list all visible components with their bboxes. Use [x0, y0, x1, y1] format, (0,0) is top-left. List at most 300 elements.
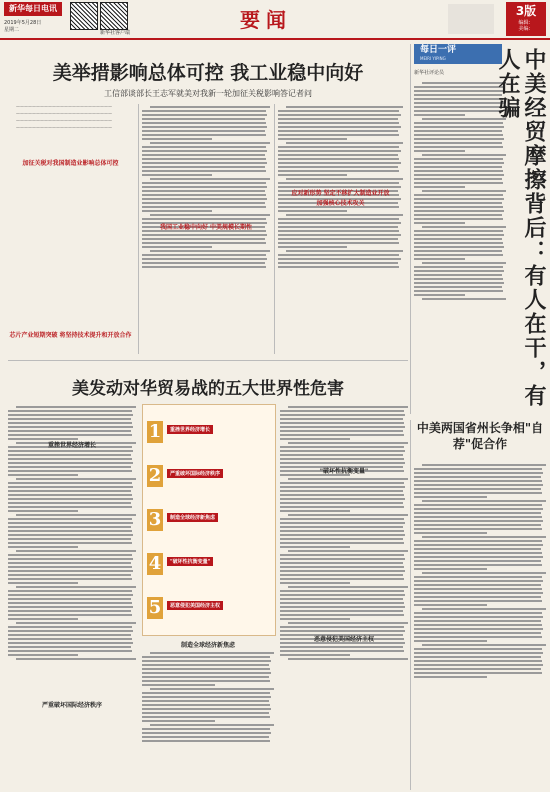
text-line: [8, 574, 131, 576]
number-2-icon: 2: [148, 465, 162, 486]
text-line: [142, 234, 267, 236]
text-line: [142, 660, 271, 662]
text-line: [150, 724, 274, 726]
text-line: [142, 676, 269, 678]
text-line: [414, 560, 541, 562]
text-line: [414, 138, 504, 140]
text-line: [8, 486, 133, 488]
text-line: [414, 86, 503, 88]
commentary-tag-box: [414, 44, 502, 64]
text-line: [414, 186, 465, 188]
text-line: [280, 510, 350, 512]
text-line: [288, 586, 408, 588]
column-divider: [410, 420, 411, 790]
text-line: [278, 122, 399, 124]
text-line: [414, 472, 543, 474]
text-line: [280, 410, 404, 412]
commentary-vertical-title: 中美经贸摩擦背后：有人在干，有人在骗: [495, 48, 546, 408]
text-line: [8, 498, 133, 500]
text-line: [280, 610, 403, 612]
text-line: [414, 142, 502, 144]
text-line: [414, 126, 504, 128]
text-line: [288, 514, 408, 516]
text-line: [422, 190, 506, 192]
text-line: [8, 618, 78, 620]
text-line: [414, 532, 487, 534]
text-line: [278, 154, 398, 156]
text-line: [280, 646, 403, 648]
text-line: [422, 500, 546, 502]
text-line: [414, 584, 541, 586]
text-line: [414, 632, 541, 634]
text-line: [142, 664, 269, 666]
text-line: [278, 130, 398, 132]
text-line: [142, 146, 266, 148]
text-line: [414, 468, 542, 470]
feature-headline: 美发动对华贸易战的五大世界性危害: [72, 379, 344, 399]
text-line: [288, 442, 408, 444]
text-line: [8, 510, 78, 512]
text-line: [414, 170, 503, 172]
text-line: [142, 138, 212, 140]
text-line: [414, 628, 543, 630]
column-divider: [274, 104, 275, 354]
text-line: [414, 552, 542, 554]
text-line: [142, 150, 267, 152]
text-line: [8, 462, 133, 464]
text-line: [150, 142, 270, 144]
text-line: [142, 210, 212, 212]
text-line: [8, 530, 132, 532]
commentary-byline: 新华社评论员: [414, 70, 445, 76]
text-line: [280, 462, 405, 464]
text-line: [278, 174, 347, 176]
text-line: [8, 578, 132, 580]
page-number: 3版: [515, 4, 537, 18]
text-line: [422, 572, 546, 574]
text-line: [142, 126, 267, 128]
text-line: [16, 514, 136, 516]
text-line: [414, 158, 503, 160]
page-editor-2: 美编：: [518, 26, 534, 32]
text-line: [16, 550, 136, 552]
text-line: [278, 218, 399, 220]
text-line: [280, 494, 404, 496]
text-line: [414, 102, 504, 104]
text-line: [278, 118, 398, 120]
text-line: [280, 522, 405, 524]
text-line: [8, 634, 131, 636]
text-line: [8, 598, 131, 600]
text-line: [280, 618, 350, 620]
text-line: [150, 178, 270, 180]
text-line: [142, 716, 270, 718]
text-line: [414, 652, 543, 654]
text-line: [8, 566, 132, 568]
text-line: [8, 606, 133, 608]
text-line: [142, 158, 266, 160]
page-editor: 编辑：: [518, 20, 534, 26]
text-line: [8, 482, 132, 484]
text-line: [414, 222, 465, 224]
commentary-body: [414, 80, 506, 410]
text-line: [278, 170, 399, 172]
text-line: [8, 562, 131, 564]
page-badge: [506, 2, 546, 36]
text-line: [8, 650, 132, 652]
text-line: [414, 274, 502, 276]
text-line: [8, 542, 132, 544]
text-line: [414, 230, 503, 232]
lead-column-3: [278, 104, 403, 354]
lead-inner-head-3: 我国工业稳中向好 中美规模长期性: [159, 224, 253, 231]
text-line: [142, 194, 266, 196]
text-line: [280, 614, 404, 616]
text-line: [414, 548, 541, 550]
text-line: [142, 206, 266, 208]
text-line: [280, 486, 405, 488]
text-line: [278, 234, 401, 236]
number-5-icon: 5: [148, 597, 162, 618]
text-line: [8, 494, 132, 496]
text-line: [280, 434, 404, 436]
text-line: [422, 608, 546, 610]
text-line: [414, 656, 541, 658]
text-line: [280, 570, 405, 572]
text-line: [8, 602, 132, 604]
text-line: [278, 158, 399, 160]
text-line: [414, 174, 504, 176]
text-line: [142, 122, 266, 124]
text-line: [8, 422, 132, 424]
text-line: [422, 644, 546, 646]
text-line: [288, 622, 408, 624]
text-line: [16, 658, 136, 660]
text-line: [280, 654, 350, 656]
text-line: [280, 578, 404, 580]
text-line: [142, 736, 269, 738]
text-line: [414, 206, 503, 208]
text-line: [414, 130, 502, 132]
text-line: [414, 596, 541, 598]
text-line: [414, 286, 502, 288]
text-line: [278, 262, 398, 264]
text-line: [8, 582, 78, 584]
text-line: [8, 434, 132, 436]
text-line: [414, 106, 502, 108]
text-line: [278, 138, 347, 140]
text-line: [414, 612, 542, 614]
text-line: [150, 106, 270, 108]
column-divider: [410, 44, 411, 414]
text-line: [8, 594, 133, 596]
text-line: [8, 454, 131, 456]
text-line: [8, 466, 131, 468]
text-line: [8, 458, 132, 460]
text-line: [278, 210, 347, 212]
text-line: [414, 162, 504, 164]
number-1-icon: 1: [148, 421, 162, 442]
paper-name: 新华每日电讯: [4, 2, 62, 16]
side-headline: 中美两国省州长争相"自荐"促合作: [416, 421, 544, 451]
text-line: [414, 496, 487, 498]
text-line: [8, 414, 133, 416]
text-line: [280, 414, 405, 416]
text-line: [280, 450, 405, 452]
text-line: [8, 558, 133, 560]
text-line: [142, 130, 265, 132]
text-line: [414, 580, 543, 582]
text-line: [8, 642, 133, 644]
text-line: [414, 508, 543, 510]
text-line: [142, 110, 266, 112]
text-line: [414, 90, 504, 92]
text-line: [414, 588, 542, 590]
text-line: [414, 660, 542, 662]
text-line: [280, 458, 404, 460]
text-line: [8, 450, 133, 452]
text-line: [142, 166, 265, 168]
text-line: [414, 250, 502, 252]
text-line: [150, 688, 274, 690]
text-line: [280, 438, 350, 440]
text-line: [8, 570, 133, 572]
lead-inner-head-5: 加强核心技术攻关: [316, 200, 365, 207]
text-line: [286, 142, 403, 144]
text-line: [414, 544, 543, 546]
text-line: [414, 194, 503, 196]
text-line: [8, 490, 131, 492]
text-line: [414, 202, 502, 204]
text-line: [8, 610, 131, 612]
text-line: [414, 640, 487, 642]
text-line: [280, 562, 403, 564]
text-line: [414, 624, 542, 626]
text-line: [414, 664, 543, 666]
text-line: [16, 622, 136, 624]
text-line: [142, 656, 270, 658]
text-line: [414, 294, 465, 296]
text-line: [278, 222, 401, 224]
text-line: [142, 154, 265, 156]
text-line: [280, 418, 403, 420]
text-line: [142, 728, 270, 730]
text-line: [280, 498, 405, 500]
text-line: [280, 490, 403, 492]
text-line: [142, 134, 266, 136]
text-line: [8, 418, 131, 420]
text-line: [8, 538, 131, 540]
text-line: [142, 202, 265, 204]
text-line: [8, 638, 132, 640]
text-line: [278, 238, 398, 240]
text-line: [414, 110, 503, 112]
box-item-title-3: 制造全球经济新焦虑: [167, 513, 218, 522]
feature-col-head-1: 重挫世界经济增长: [47, 442, 96, 449]
qr-code-icon: [100, 2, 128, 30]
text-line: [8, 654, 78, 656]
text-line: [414, 672, 542, 674]
text-line: [8, 410, 132, 412]
text-line: [142, 258, 267, 260]
logo-graphic: [448, 4, 494, 34]
text-line: [142, 704, 270, 706]
text-line: [414, 166, 502, 168]
text-line: [280, 590, 404, 592]
text-line: [422, 154, 506, 156]
text-line: [414, 600, 542, 602]
side-body: [414, 462, 546, 788]
text-line: [142, 672, 271, 674]
box-item-title-4: "破坏性抗衡变量": [167, 557, 213, 566]
text-line: [414, 592, 543, 594]
text-line: [8, 526, 131, 528]
text-line: [414, 122, 503, 124]
text-line: [414, 98, 503, 100]
text-line: [280, 602, 404, 604]
text-line: [278, 226, 398, 228]
weekday: 星期二: [4, 27, 20, 33]
text-line: [280, 530, 404, 532]
text-line: [280, 626, 404, 628]
text-line: [280, 558, 405, 560]
text-line: [414, 258, 465, 260]
qr-caption: 新华社客户端: [100, 30, 131, 36]
feature-col-head-5: 制造全球经济新焦虑: [180, 642, 235, 649]
text-line: [16, 586, 136, 588]
text-line: [16, 406, 136, 408]
section-divider: [8, 360, 408, 361]
text-line: [8, 506, 132, 508]
text-line: [142, 684, 215, 686]
text-line: [422, 226, 506, 228]
text-line: [278, 266, 399, 268]
text-line: [414, 524, 541, 526]
text-line: [414, 282, 504, 284]
text-line: [280, 502, 403, 504]
text-line: [142, 254, 266, 256]
text-line: [142, 114, 267, 116]
text-line: [142, 162, 267, 164]
text-line: [142, 190, 265, 192]
text-line: [414, 246, 504, 248]
text-line: [414, 504, 542, 506]
text-line: [280, 454, 403, 456]
text-line: [280, 446, 404, 448]
commentary-tag: 每日一评: [420, 45, 457, 55]
text-line: [414, 676, 487, 678]
feature-col-head-3: "破坏性抗衡变量": [319, 468, 369, 475]
text-line: [286, 214, 403, 216]
text-line: [278, 134, 399, 136]
text-line: [286, 106, 403, 108]
lead-subhead: 工信部谈部长王志军就美对我新一轮加征关税影响答记者问: [104, 89, 312, 98]
text-line: [142, 186, 267, 188]
feature-column-2: [142, 650, 274, 788]
text-line: [414, 270, 504, 272]
text-line: [288, 550, 408, 552]
text-line: [142, 242, 266, 244]
text-line: [8, 554, 132, 556]
text-line: [278, 146, 399, 148]
text-line: [278, 150, 401, 152]
text-line: [142, 732, 271, 734]
date-line: 2019年5月28日: [4, 20, 42, 26]
text-line: [278, 110, 399, 112]
feature-col-head-4: 恶意侵犯美国经济主权: [313, 636, 374, 643]
text-line: [414, 214, 502, 216]
text-line: [280, 594, 405, 596]
text-line: [280, 582, 350, 584]
text-line: [8, 426, 133, 428]
text-line: [286, 250, 403, 252]
text-line: [280, 526, 403, 528]
text-line: [414, 668, 541, 670]
text-line: [280, 482, 404, 484]
text-line: [8, 518, 132, 520]
lead-column-1: ———————————————————————— ———————————————————————— ———————————————————————— ————————————————————————: [16, 104, 112, 130]
text-line: [142, 712, 269, 714]
text-line: [142, 266, 266, 268]
text-line: [142, 218, 266, 220]
text-line: [8, 626, 132, 628]
text-line: [8, 474, 78, 476]
text-line: [280, 538, 403, 540]
text-line: [142, 692, 270, 694]
box-item-title-1: 重挫世界经济增长: [167, 425, 213, 434]
infographic-box: [142, 404, 276, 636]
text-line: [414, 480, 542, 482]
text-line: [414, 94, 502, 96]
text-line: [150, 214, 270, 216]
text-line: [142, 246, 212, 248]
text-line: [422, 536, 546, 538]
text-line: [142, 238, 265, 240]
box-item-title-2: 严重破坏国际经济秩序: [167, 469, 223, 478]
text-line: [278, 230, 399, 232]
text-line: [142, 708, 271, 710]
text-line: [278, 254, 399, 256]
text-line: [142, 118, 265, 120]
text-line: [414, 114, 465, 116]
lead-inner-head-1: 加征关税对我国制造业影响总体可控: [22, 160, 119, 167]
text-line: [280, 506, 404, 508]
text-line: [414, 616, 543, 618]
text-line: [278, 246, 347, 248]
section-title: 要闻: [240, 8, 292, 32]
text-line: [142, 680, 270, 682]
text-line: [142, 170, 266, 172]
text-line: [280, 566, 404, 568]
text-line: [288, 406, 408, 408]
text-line: [422, 464, 546, 466]
text-line: [142, 262, 265, 264]
text-line: [150, 250, 270, 252]
text-line: [280, 650, 404, 652]
text-line: [414, 604, 487, 606]
text-line: [280, 430, 403, 432]
text-line: [286, 178, 403, 180]
feature-column-3: [280, 404, 408, 789]
text-line: [414, 266, 503, 268]
text-line: [8, 590, 132, 592]
text-line: [278, 242, 399, 244]
text-line: [414, 564, 542, 566]
text-line: [414, 568, 487, 570]
text-line: [142, 700, 269, 702]
text-line: [414, 576, 542, 578]
text-line: [414, 476, 541, 478]
